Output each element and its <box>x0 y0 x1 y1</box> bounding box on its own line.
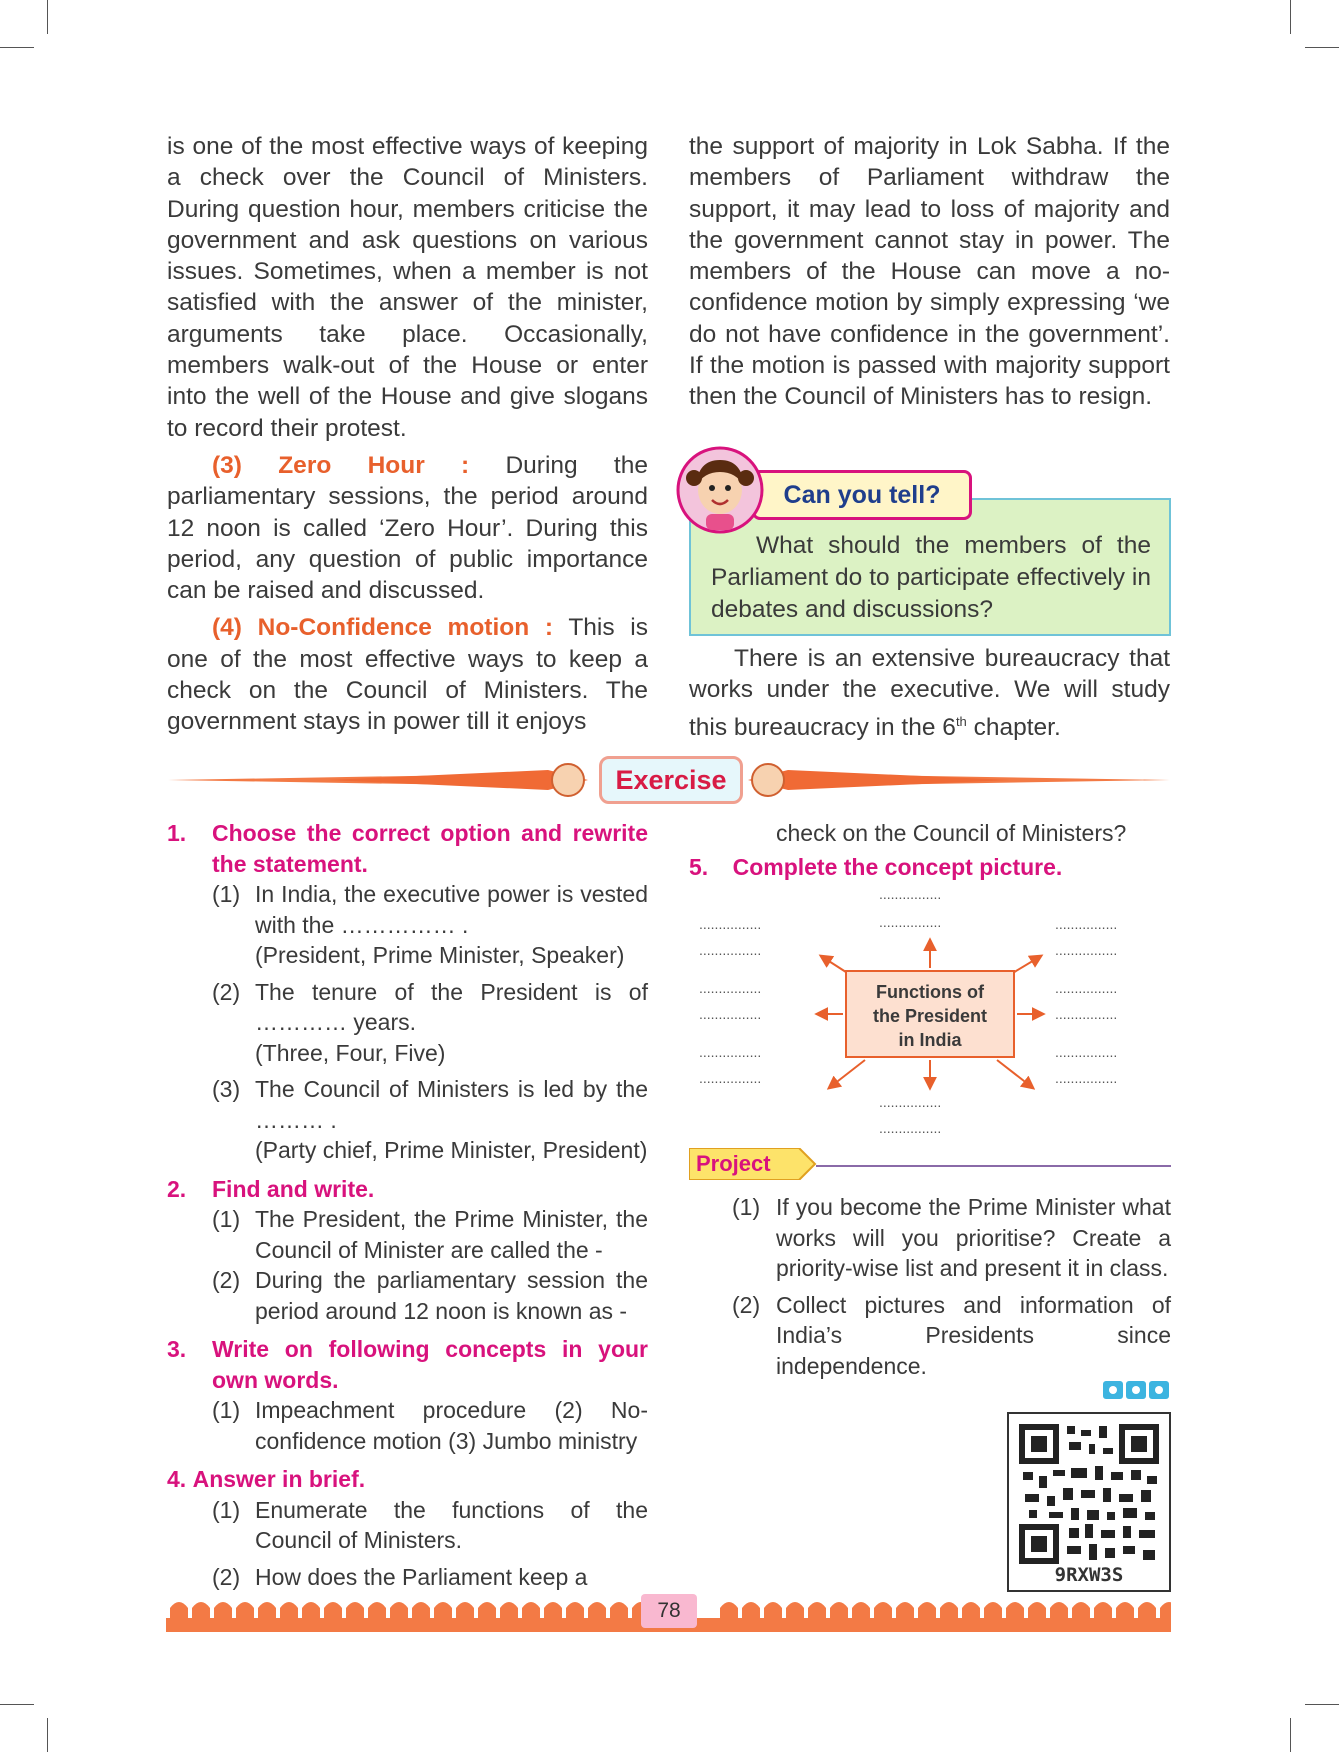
q1-item-2 <box>167 977 648 1038</box>
question-number: 1. <box>167 820 187 846</box>
project-list <box>732 1192 1171 1381</box>
item-number: (2) <box>212 978 241 1005</box>
center-line-2: the President <box>872 1006 988 1026</box>
blank-dots: ................ <box>699 1070 762 1086</box>
right-column <box>689 131 1170 413</box>
scallop <box>280 1602 298 1620</box>
no-confidence-heading: (4) No-Confidence motion : <box>212 614 554 642</box>
scallop <box>236 1602 254 1620</box>
zero-hour-text: During the parliamentary sessions, the period around 12 noon is called ‘Zero Hour’. During this period, any question of public importance can be raised and discussed. <box>167 451 648 605</box>
question-number: 2. <box>167 1175 187 1202</box>
scallop <box>170 1602 188 1620</box>
question-3 <box>167 1334 648 1395</box>
item-number: (1) <box>212 881 241 907</box>
item-text: Enumerate the functions of the Council of Ministers. <box>255 1496 648 1553</box>
item-number: (2) <box>212 1267 241 1293</box>
blank-dots: ................ <box>699 980 762 996</box>
qr-code-box <box>1007 1412 1171 1592</box>
scallop <box>434 1602 452 1620</box>
question-number: 3. <box>167 1336 187 1362</box>
left-column <box>167 131 648 738</box>
center-line-3: in India <box>898 1030 962 1050</box>
scallop <box>1116 1602 1134 1620</box>
scallop <box>192 1602 210 1620</box>
blank-dots: ................ <box>879 1094 942 1110</box>
scallop <box>368 1602 386 1620</box>
q1-options-2: (Three, Four, Five) <box>255 1039 446 1066</box>
item-text: In India, the executive power is vested with the …………… . <box>255 881 648 938</box>
girl-illustration-icon <box>676 446 764 536</box>
paragraph-question-hour: is one of the most effective ways of keeping a check over the Council of Ministers. During question hour, members criticise the government and ask questions on various issues. Sometimes, when a member is not satisfied with the answer of the minister, arguments take place. Occasionally, members walk-out of the House or enter into the well of the House and give slogans to record their protest. <box>167 133 648 442</box>
scallop <box>1028 1602 1046 1620</box>
item-text: During the parliamentary session the period around 12 noon is known as - <box>255 1267 648 1324</box>
project-item-1 <box>732 1192 1171 1284</box>
scallop <box>808 1602 826 1620</box>
zero-hour-heading: (3) Zero Hour : <box>212 451 470 479</box>
section-end-ornament-icon <box>1102 1380 1171 1400</box>
blank-dots: ................ <box>1055 980 1118 996</box>
item-text: The President, the Prime Minister, the Council of Minister are called the - <box>255 1206 648 1263</box>
item-number: (1) <box>732 1194 761 1220</box>
scallop <box>786 1602 804 1620</box>
scallop <box>962 1602 980 1620</box>
scallop <box>500 1602 518 1620</box>
scallop <box>588 1602 606 1620</box>
q2-item-1 <box>167 1204 648 1265</box>
scallop <box>544 1602 562 1620</box>
crop-mark <box>47 0 48 34</box>
superscript-th: th <box>955 713 967 729</box>
scallop <box>940 1602 958 1620</box>
q2-item-2 <box>167 1265 648 1326</box>
qr-code-icon <box>1019 1424 1159 1564</box>
item-number: (1) <box>212 1496 241 1523</box>
blank-dots: ................ <box>1055 942 1118 958</box>
question-2 <box>167 1174 648 1205</box>
scallop <box>1138 1602 1156 1620</box>
blank-dots: ................ <box>1055 1006 1118 1022</box>
scallop <box>984 1602 1002 1620</box>
scallop <box>324 1602 342 1620</box>
blank-dots: ................ <box>1055 1070 1118 1086</box>
scallop <box>346 1602 364 1620</box>
blank-dots: ................ <box>1055 1044 1118 1060</box>
q4-item-2-continuation: check on the Council of Ministers? <box>776 820 1127 846</box>
q3-item-1 <box>167 1395 648 1456</box>
item-number: (1) <box>212 1206 241 1232</box>
scallop <box>456 1602 474 1620</box>
scallop <box>720 1602 738 1620</box>
item-text: Collect pictures and information of India’s Presidents since independence. <box>776 1291 1171 1379</box>
question-text: Complete the concept picture. <box>732 854 1063 880</box>
scallop <box>1006 1602 1024 1620</box>
item-text: The tenure of the President is of ………… years. <box>255 978 648 1035</box>
blank-dots: ................ <box>699 916 762 932</box>
blank-dots: ................ <box>699 1006 762 1022</box>
project-item-2 <box>732 1290 1171 1382</box>
scallop <box>302 1602 320 1620</box>
blank-dots: ................ <box>879 914 942 930</box>
blank-dots: ................ <box>1055 916 1118 932</box>
q1-options-3: (Party chief, Prime Minister, President) <box>255 1137 648 1163</box>
scallop <box>522 1602 540 1620</box>
q1-options-1: (President, Prime Minister, Speaker) <box>255 942 625 968</box>
scallop <box>214 1602 232 1620</box>
scallop <box>764 1602 782 1620</box>
item-text: If you become the Prime Minister what works will you prioritise? Create a priority-wise list and present it in class. <box>776 1194 1171 1281</box>
crop-mark <box>47 1718 48 1752</box>
scallop <box>566 1602 584 1620</box>
q1-item-1 <box>167 879 648 940</box>
paragraph-zero-hour <box>167 450 648 606</box>
item-number: (2) <box>212 1563 241 1590</box>
qr-code-label: 9RXW3S <box>1054 1564 1124 1586</box>
no-confidence-text: This is one of the most effective ways to keep a check on the Council of Ministers. The government stays in power till it enjoys <box>167 614 648 736</box>
question-number: 5. <box>689 854 709 880</box>
question-text: Choose the correct option and rewrite the statement. <box>212 820 648 877</box>
question-4 <box>167 1464 648 1495</box>
scallop <box>258 1602 276 1620</box>
bureaucracy-text: There is an extensive bureaucracy that works under the executive. We will study this bureaucracy in the 6 <box>689 645 1170 741</box>
paragraph-majority: the support of majority in Lok Sabha. If the members of Parliament withdraw the support, it may lead to loss of majority and the government cannot stay in power. The members of the House can move a no-confidence motion by simply expressing ‘we do not have confidence in the government’. If the motion is passed with majority support then the Council of Ministers has to resign. <box>689 133 1170 411</box>
question-5 <box>689 854 1062 881</box>
project-divider <box>816 1165 1171 1167</box>
scallop <box>852 1602 870 1620</box>
scallop <box>478 1602 496 1620</box>
question-text: Write on following concepts in your own words. <box>212 1336 648 1393</box>
paragraph-bureaucracy <box>689 643 1170 743</box>
scallop <box>610 1602 628 1620</box>
crop-mark <box>1305 47 1339 48</box>
bureaucracy-end: chapter. <box>966 713 1061 741</box>
q4-item-2 <box>167 1562 648 1593</box>
concept-picture <box>689 880 1171 1140</box>
can-you-tell-text: What should the members of the Parliament do to participate effectively in debates and discussions? <box>711 532 1151 623</box>
scallop <box>1094 1602 1112 1620</box>
crop-mark <box>1290 1718 1291 1752</box>
scallop <box>390 1602 408 1620</box>
blank-dots: ................ <box>699 942 762 958</box>
question-text: Find and write. <box>212 1175 375 1202</box>
exercise-left-column <box>167 818 648 1592</box>
paragraph-no-confidence <box>167 612 648 737</box>
question-number: 4. <box>167 1466 187 1492</box>
scallop <box>918 1602 936 1620</box>
can-you-tell-title: Can you tell? <box>752 470 972 520</box>
item-number: (1) <box>212 1397 241 1423</box>
page-number: 78 <box>641 1594 697 1628</box>
crop-mark <box>0 1704 34 1705</box>
item-number: (3) <box>212 1076 241 1102</box>
scallop <box>896 1602 914 1620</box>
scallop <box>830 1602 848 1620</box>
q4-item-1 <box>167 1495 648 1556</box>
blank-dots: ................ <box>699 1044 762 1060</box>
scallop <box>1072 1602 1090 1620</box>
blank-dots: ................ <box>879 1120 942 1136</box>
scallop <box>742 1602 760 1620</box>
item-text: Impeachment procedure (2) No-confidence motion (3) Jumbo ministry <box>255 1397 648 1454</box>
question-1 <box>167 818 648 879</box>
scallop <box>1050 1602 1068 1620</box>
question-text: Answer in brief. <box>192 1466 366 1492</box>
q1-item-3 <box>167 1074 648 1135</box>
project-label: Project <box>696 1151 771 1176</box>
crop-mark <box>0 47 34 48</box>
center-line-1: Functions of <box>876 982 984 1002</box>
scallop <box>874 1602 892 1620</box>
scallop <box>1160 1602 1171 1620</box>
concept-center-box <box>845 970 1015 1058</box>
blank-dots: ................ <box>879 886 942 902</box>
crop-mark <box>1305 1704 1339 1705</box>
crop-mark <box>1290 0 1291 34</box>
item-number: (2) <box>732 1291 761 1318</box>
item-text: How does the Parliament keep a <box>255 1563 588 1590</box>
scallop <box>412 1602 430 1620</box>
exercise-title: Exercise <box>599 756 743 804</box>
item-text: The Council of Ministers is led by the ……… . <box>255 1076 648 1133</box>
